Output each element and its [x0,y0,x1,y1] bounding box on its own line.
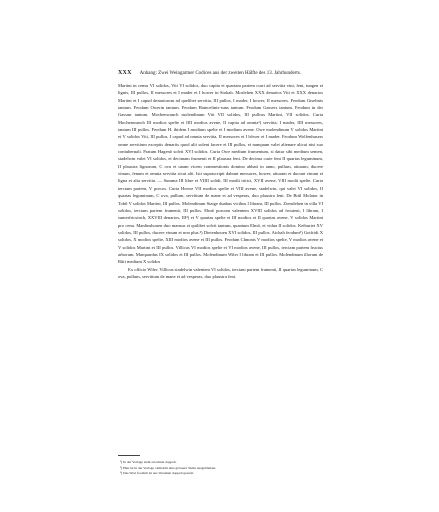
footnote: ²) Hier ist in der Vorlage vielleicht eine grössere Stelle ausgeblieben. [120,465,217,470]
page-number: XXX [118,70,132,76]
footnote: ¹) In der Vorlage steht ad omnia doppelt. [120,460,177,464]
footnote-divider [118,455,140,456]
footnote: ³) Das Wort feodum ist aus Versehen doppelt gesetzt. [120,471,195,476]
paragraph: Ex officio Wiler. Villicus stadelwin valentem VI solidos, terciam partem frumenti, II quartas leguminum, C ova, pullum, servitium de mane et ad vesperas, duo plaustra feni. [118,266,323,279]
footnotes [120,460,320,477]
body-text [118,82,323,280]
running-header [118,70,323,77]
running-title: Anhang: Zwei Weingartner Codices aus der zweiten Hälfte des 13. Jahrhunderts. [139,71,302,76]
paragraph: Martini in censu VI solidos, Viti VI solidos, duo capita et quartam partem curri ad servitia vini, feni, tungen et lignis, III pullos, II messores et I mader et I hower in Stokah. Moslehen XXX denarios Viti et XXX denarios Martini et I capud denariorum ad quelibet servitia, III pullos, I mader, I hower, II messores. Feodum Giselinis tantum. Feodum Owerin tantum. Feodum Haincelinis-suns tantum. Feodum Gassers tantum. Feodum in der Gassun tantum. Mochenwanch molendinum Viti VII solidos, III pulloss Martini, VII solidos. Curia Mochenwanch III modios spelte et IIII modios avene, II capita ad omnia¹) servitia, I mader, IIII messores, tantum III pullos. Feodum H. ibidem I modium spelte et I modium avene. Owe molendinum V solidos Martini et V solidos Viti, III pullos, I capud ad omnia servitia, II messores et I hôwer et I mader. Feodum Wolfenhusers omne servitium exceptis denariis quod alii solent facere et III pullos, et nunquam valet alienare alicui nisi suo contubernali. Pratum Hagenô solvit XVI solidos. Curia Owe medium frumentum, si datur sibi medium semen, stadelwin valet VI solidos, et decimam frumenti et II plaustra feni. De decima curie feni II quartas leguminum, II plaustra lignorum, C ova et unam vicem commestionis domino abbati in anno, pullum, atiuram, ducere vinum, fenum et omnia servitia sicut alii. Isti suprascripti dabunt messores, hower, atiuram et ducunt vinum et ligna et alia servitia. — Summa III libre et VIIII solidi, III modii tritici, XVII avene, VIII modii spelte. Curia terciam partem, V porcos. Curia Horwe VII modios spelte et VIII avene, stadelwin, qui valet VI solidos, II quartas leguminum, C ova, pullum, servitium de mane et ad vesperas, duo plaustra feni. De Brûl Molator in Tobil V solidos Martini, III pullos. Molendinum Staige duabus vicibus I libram, III pullos. Zienslehen in villa VI solidos, terciam partem frumenti, III pullos. Elmô porcum valentem XVIII solidos ad frouteni, I libram, I sumerfricsinch, XXVIII denarios, III²) et V quartas spelte et III modios et II quartas avene, V solidos Martini pro cenu. Manlinshouen duo mansus et quilibet solvit tantum, quantum Elmô, et vidua II solidos. Keiburiet XV solidos, III pullos, ducere vinum et non plus.³) Dietenhouen XVI solidos, III pullos. Aichah feodum³) Gotfridi X solidos, X modios spelte, XIII modios avene et III pullos. Feodum Chnonis V modios spelte, V modios avene et V solidos Martini et III pullos. Villicus VI modios spelte et VI modios avene, III pullos, terciam partem fructus arborum. Marquardus IX solidos et III pullos. Molendinum Wiler I libram et III pullos. Molendinum illorum de Rûti medium X solidos [118,83,323,265]
